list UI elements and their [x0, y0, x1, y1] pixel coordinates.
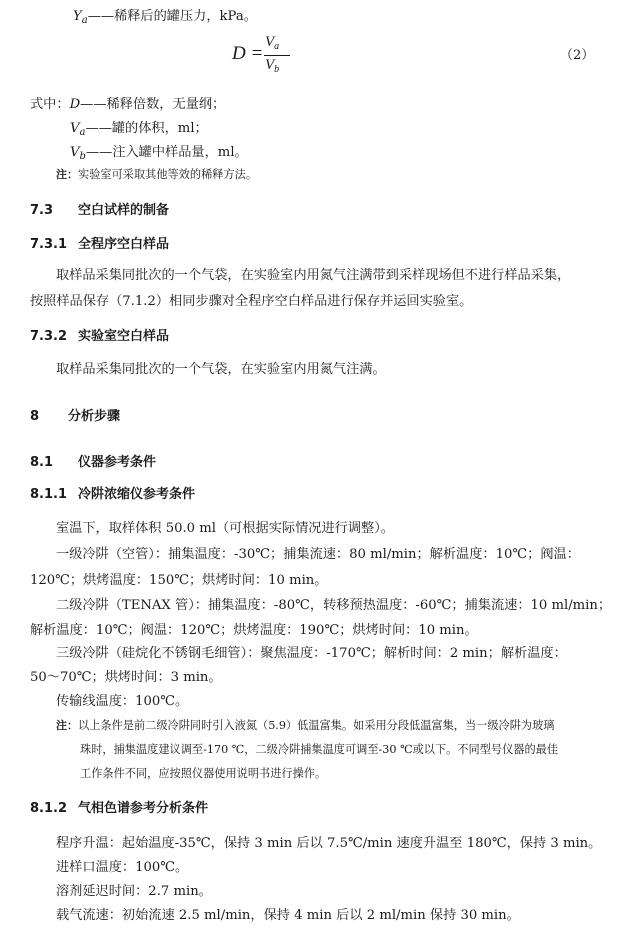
section-7-3-2-heading: 7.3.2 实验室空白样品 [30, 329, 170, 344]
where-d [30, 96, 225, 114]
paragraph: 载气流速：初始流速 2.5 ml/min，保持 4 min 后以 2 ml/min 保持 30 min。 [56, 908, 520, 923]
section-8-1-2-heading: 8.1.2 气相色谱参考分析条件 [30, 801, 209, 816]
equation-number: （2） [560, 48, 595, 63]
section-8-heading: 8 分析步骤 [30, 409, 121, 424]
section-8-1-1-heading: 8.1.1 冷阱浓缩仪参考条件 [30, 487, 196, 502]
paragraph: 传输线温度：100℃。 [56, 694, 189, 709]
paragraph: 溶剂延迟时间：2.7 min。 [56, 884, 212, 899]
fraction-bar [264, 55, 290, 56]
where-prefix: 式中： [30, 97, 70, 112]
paragraph: 取样品采集同批次的一个气袋，在实验室内用氮气注满。 [56, 362, 386, 377]
paragraph: 按照样品保存（7.1.2）相同步骤对全程序空白样品进行保存并运回实验室。 [30, 294, 473, 309]
section-8-1-heading: 8.1 仪器参考条件 [30, 455, 157, 470]
paragraph: 解析温度：10℃；阀温：120℃；烘烤温度：190℃；烘烤时间：10 min。 [30, 623, 478, 638]
dilution-formula [232, 34, 312, 78]
symbol-d: D [69, 97, 81, 112]
paragraph: 50～70℃；烘烤时间：3 min。 [30, 670, 222, 685]
note-cold-trap: 注：以上条件是前二级冷阱同时引入液氮（5.9）低温富集。如采用分段低温富集，当一级冷阱为玻璃 [56, 719, 555, 732]
paragraph: 室温下，取样体积 50.0 ml（可根据实际情况进行调整）。 [56, 521, 394, 536]
definition-ya [73, 8, 257, 30]
paragraph: 一级冷阱（空管）：捕集温度：-30℃；捕集流速：80 ml/min；解析温度：10℃；阀温： [56, 547, 580, 562]
paragraph: 程序升温：起始温度-35℃，保持 3 min 后以 7.5℃/min 速度升温至 180℃，保持 3 min。 [56, 836, 602, 851]
formula-lhs: D = [232, 43, 264, 64]
section-7-3-1-heading: 7.3.1 全程序空白样品 [30, 237, 170, 252]
symbol-y: Y [73, 9, 82, 24]
symbol-sub: a [81, 15, 88, 26]
note-label: 注： [56, 168, 78, 181]
paragraph: 取样品采集同批次的一个气袋，在实验室内用氮气注满带到采样现场但不进行样品采集， [56, 268, 571, 283]
paragraph: 进样口温度：100℃。 [56, 860, 189, 875]
where-d-text: ——稀释倍数，无量纲； [80, 97, 226, 112]
note-line: 珠时，捕集温度建议调至-170 ℃，二级冷阱捕集温度可调至-30 ℃或以下。不同型号仪器的最佳 [80, 743, 559, 756]
note-dilution [56, 167, 257, 183]
section-7-3-heading: 7.3 空白试样的制备 [30, 203, 170, 218]
paragraph: 三级冷阱（硅烷化不锈钢毛细管）：聚焦温度：-170℃；解析时间：2 min；解析温度： [56, 646, 567, 661]
where-vb: $V_b——$注入罐中样品量，ml。 [70, 145, 248, 162]
paragraph: 二级冷阱（TENAX 管）：捕集温度：-80℃，转移预热温度：-60℃；捕集流速：10 ml/min； [56, 598, 612, 613]
note-line: 工作条件不同，应按照仪器使用说明书进行操作。 [80, 767, 327, 780]
where-va: $V_a——$罐的体积，ml； [70, 121, 208, 138]
paragraph: 120℃；烘烤温度：150℃；烘烤时间：10 min。 [30, 573, 328, 588]
formula-denominator: $V_b$ [265, 57, 280, 75]
formula-numerator: $V_a$ [265, 34, 280, 52]
definition-text: ——稀释后的罐压力，kPa。 [87, 9, 257, 24]
note-text: 实验室可采取其他等效的稀释方法。 [78, 168, 258, 181]
note-label: 注： [56, 719, 78, 732]
